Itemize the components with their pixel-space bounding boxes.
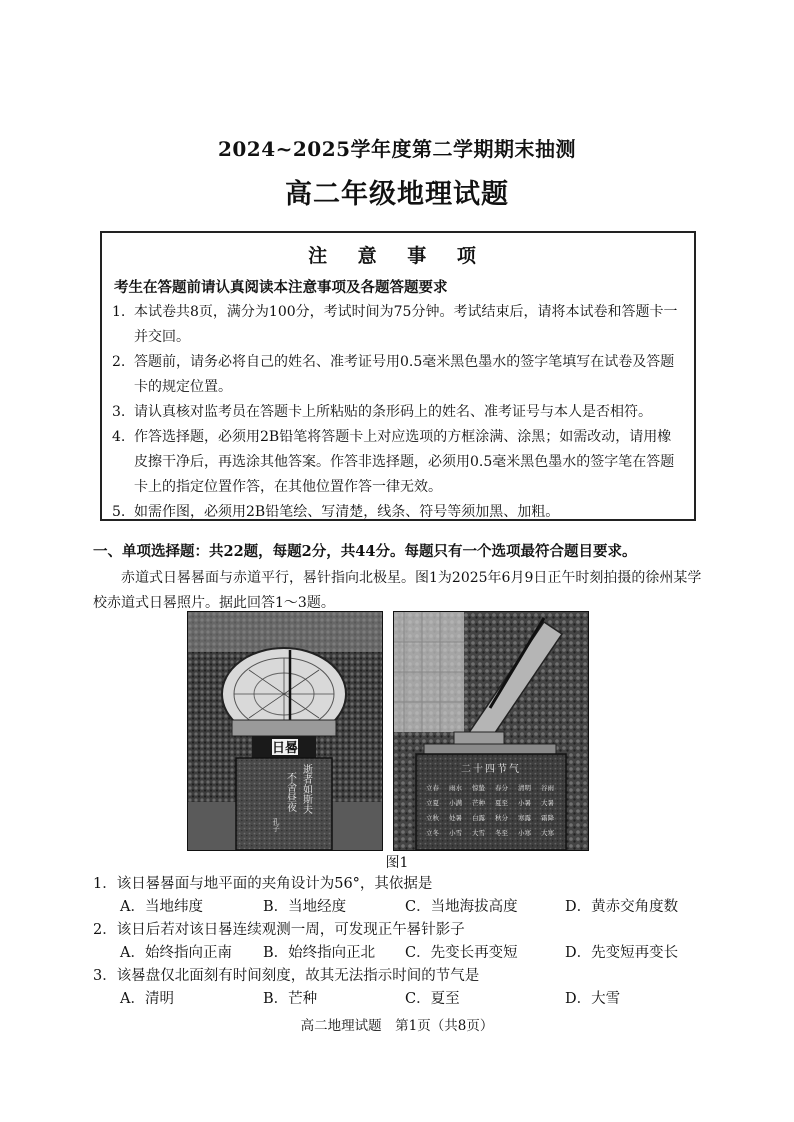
section-heading: 一、单项选择题：共22题，每题2分，共44分。每题只有一个选项最符合题目要求。 — [93, 543, 637, 560]
inscription-line-2: 不舍昼夜 — [284, 772, 296, 812]
question-2-option-c[interactable]: C．先变长再变短 — [405, 945, 518, 961]
solar-term-label: 小雪 — [449, 829, 462, 837]
solar-term-label: 大雪 — [472, 829, 485, 837]
solar-term-label: 大寒 — [541, 829, 554, 837]
solar-term-label: 白露 — [472, 814, 485, 822]
solar-term-label: 秋分 — [495, 814, 508, 822]
solar-term-label: 处暑 — [449, 814, 462, 822]
exam-title: 2024~2025学年度第二学期期末抽测 — [217, 137, 577, 161]
question-1-option-a[interactable]: A．当地纬度 — [120, 899, 203, 915]
notice-item-number: 3. — [112, 404, 126, 420]
sundial-side-image — [394, 612, 589, 851]
question-1-option-d[interactable]: D．黄赤交角度数 — [565, 899, 679, 915]
notice-item — [112, 400, 684, 425]
solar-term-label: 惊蛰 — [472, 784, 485, 792]
question-3-option-a[interactable]: A．清明 — [120, 991, 174, 1007]
solar-term-label: 立春 — [426, 784, 439, 792]
question-3-option-b[interactable]: B．芒种 — [263, 991, 318, 1007]
notice-item-text: 请认真核对监考员在答题卡上所粘贴的条形码上的姓名、准考证号与本人是否相符。 — [134, 404, 652, 420]
question-2-stem: 2．该日后若对该日晷连续观测一周，可发现正午晷针影子 — [93, 922, 465, 938]
solar-term-label: 夏至 — [495, 799, 508, 807]
sundial-photo-front — [187, 611, 383, 851]
question-1-option-c[interactable]: C．当地海拔高度 — [405, 899, 518, 915]
question-2-option-a[interactable]: A．始终指向正南 — [120, 945, 232, 961]
question-1-stem: 1．该日晷晷面与地平面的夹角设计为56°，其依据是 — [93, 876, 433, 892]
notice-item-number: 2. — [112, 354, 126, 370]
question-3-stem: 3．该晷盘仅北面刻有时间刻度，故其无法指示时间的节气是 — [93, 968, 480, 984]
notice-item — [112, 500, 684, 525]
section-intro: 赤道式日晷晷面与赤道平行，晷针指向北极星。图1为2025年6月9日正午时刻拍摄的徐州某学校赤道式日晷照片。据此回答1～3题。 — [93, 570, 702, 611]
notice-item — [112, 425, 684, 500]
notice-heading: 注 意 事 项 — [308, 245, 488, 267]
figure-caption: 图1 — [385, 855, 409, 871]
solar-term-label: 春分 — [495, 784, 508, 792]
notice-intro: 考生在答题前请认真阅读本注意事项及各题答题要求 — [114, 279, 448, 296]
sundial-photo-side — [393, 611, 589, 851]
inscription-line-1: 逝者如斯夫 — [300, 764, 312, 814]
question-2-option-b[interactable]: B．始终指向正北 — [263, 945, 376, 961]
notice-list — [112, 300, 684, 525]
notice-item-number: 5. — [112, 504, 126, 520]
inscription-signature: 孔子 — [272, 818, 280, 832]
notice-box — [100, 231, 696, 521]
solar-term-label: 霜降 — [541, 814, 554, 822]
solar-term-label: 小寒 — [518, 829, 531, 837]
sundial-front-image — [188, 612, 383, 851]
solar-term-label: 谷雨 — [541, 784, 554, 792]
solar-term-label: 立夏 — [426, 799, 439, 807]
notice-item-text: 作答选择题，必须用2B铅笔将答题卡上对应选项的方框涂满、涂黑；如需改动，请用橡皮擦干净后，再选涂其他答案。作答非选择题，必须用0.5毫米黑色墨水的签字笔在答题卡上的指定位置作答，在其他位置作答一律无效。 — [134, 429, 675, 495]
question-2-option-d[interactable]: D．先变短再变长 — [565, 945, 679, 961]
solar-term-label: 立秋 — [426, 814, 439, 822]
solar-term-label: 冬至 — [495, 829, 508, 837]
notice-item — [112, 350, 684, 400]
solar-term-label: 小满 — [449, 799, 462, 807]
solar-term-label: 清明 — [518, 784, 531, 792]
solar-term-label: 大暑 — [541, 799, 554, 807]
solar-term-label: 雨水 — [449, 784, 462, 792]
question-3-option-d[interactable]: D．大雪 — [565, 991, 621, 1007]
solar-term-label: 芒种 — [472, 799, 485, 807]
notice-item-text: 如需作图，必须用2B铅笔绘、写清楚，线条、符号等须加黑、加粗。 — [134, 504, 560, 520]
question-1-option-b[interactable]: B．当地经度 — [263, 899, 347, 915]
notice-item-text: 答题前，请务必将自己的姓名、准考证号用0.5毫米黑色墨水的签字笔填写在试卷及答题卡的规定位置。 — [134, 354, 675, 395]
sundial-plaque-text: 日晷 — [271, 741, 299, 756]
notice-item-text: 本试卷共8页，满分为100分，考试时间为75分钟。考试结束后，请将本试卷和答题卡一并交回。 — [134, 304, 678, 345]
question-3-option-c[interactable]: C．夏至 — [405, 991, 460, 1007]
exam-subtitle: 高二年级地理试题 — [285, 179, 509, 210]
solar-terms-plaque: 二十四节气 — [461, 764, 521, 775]
page-footer: 高二地理试题 第1页（共8页） — [300, 1018, 494, 1034]
solar-term-label: 小暑 — [518, 799, 531, 807]
solar-term-label: 寒露 — [518, 814, 531, 822]
notice-item — [112, 300, 684, 350]
notice-item-number: 1. — [112, 304, 126, 320]
notice-item-number: 4. — [112, 429, 126, 445]
solar-term-label: 立冬 — [426, 829, 439, 837]
